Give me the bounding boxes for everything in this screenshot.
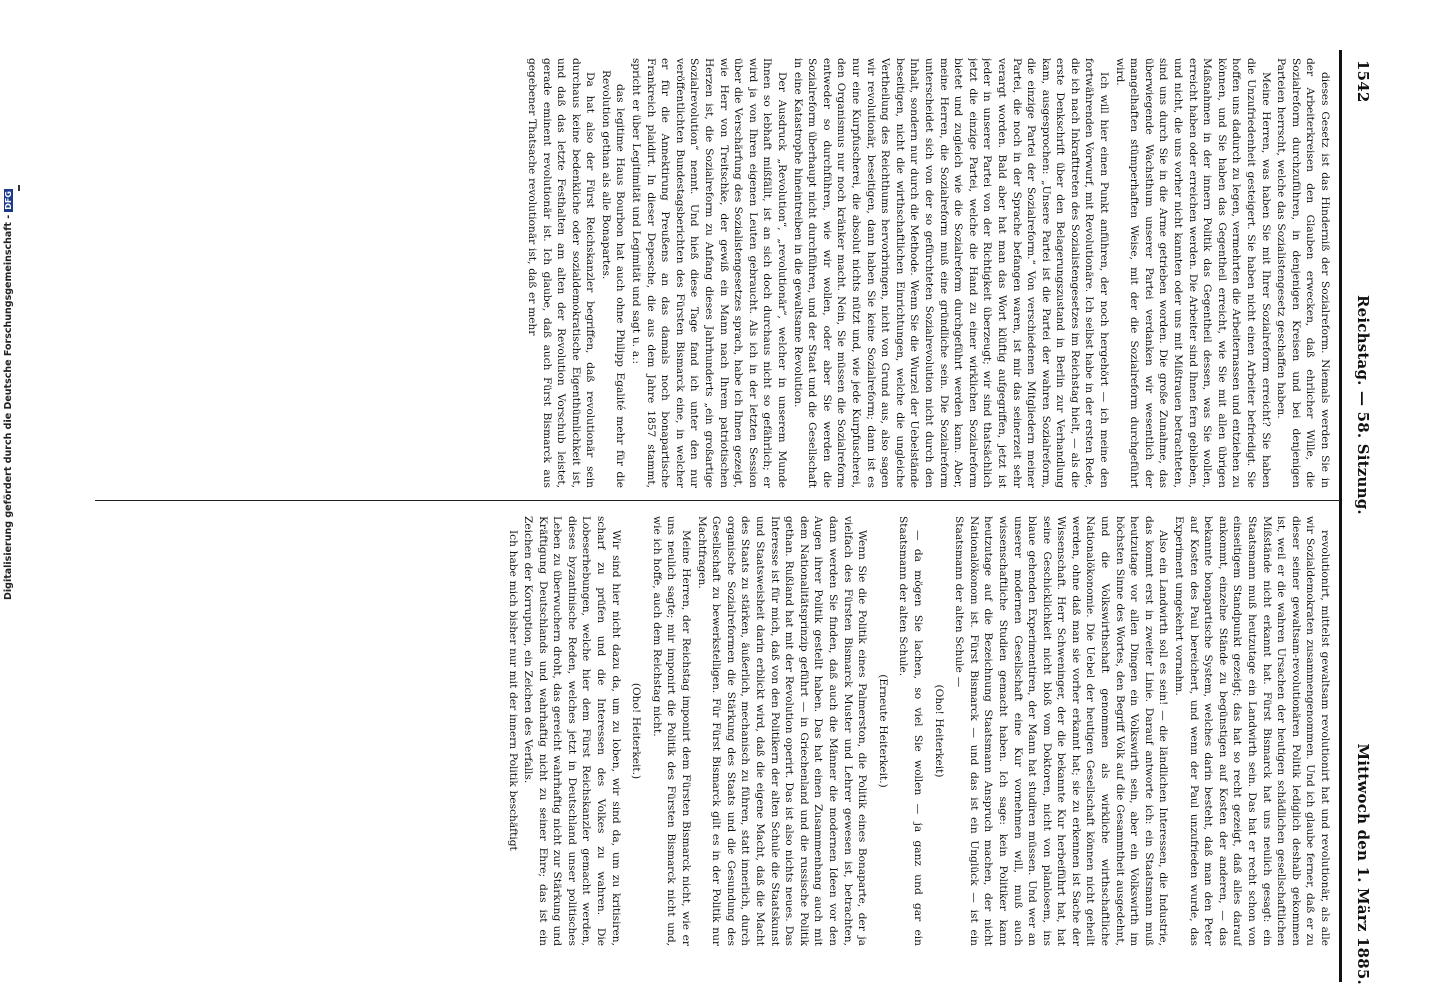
paragraph: Meine Herren, was haben Sie mit Ihrer Sozialreform erreicht? Sie haben die Unzufriedenheit gesteigert. Sie haben nicht einen Arbeiter befriedigt. Sie hoffen uns dadurch zu legen, vermehrten die Arbeiternassen und entziehen zu können, und Sie haben das Gegentheil erreicht, wie Sie mit allen übrigen Maßnahmen in der innern Politik das Gegentheil dessen, was Sie wollen, erreicht haben oder erreichen werden. Die Arbeiter sind Ihnen fern geblieben, und nicht, die uns vorher nicht kannten oder uns mit Mißtrauen betrachteten, sind uns durch Sie in die Arme getrieben worden. Die große Zunahme, das überwiegende Wachsthum unserer Partei verdanken wir wesentlich der mangelhaften stümperhaften Weise, mit der die Sozialreform durchgeführt wird. bbox=[1113, 58, 1272, 488]
paragraph: revolutionirt, mittelst gewaltsam revolutionirt hat und revolutionär, als alle wir Sozialdemokraten zusammengenommen. Und ich glaube ferner, daß er zu dieser seiner gewaltsam-revolutionären Politik lediglich deshalb gekommen ist, weil er die wahren Ursachen der heutigen schädlichen gesellschaftlichen Mißstände nicht erkannt hat. Fürst Bismarck hat uns neulich gesagt: ein Staatsmann muß heutzutage ein Landwirth sein. Das hat er recht schon von einseitigem Standpunkt gezeigt; das hat so recht gezeigt, daß alles darauf ankommt, einzelne Stände zu begünstigen auf Kosten der anderen, — das bekannte bonapartische System, welches darin besteht, daß man den Peter auf Kosten des Paul bereichert, und wenn der Paul unzufrieden wurde, das Experiment umgekehrt vornahm. bbox=[1173, 516, 1331, 946]
paragraph: Wir sind hier nicht dazu da, um zu loben, wir sind da, um zu kritisiren, scharf zu prüfen und die Interessen des Volkes zu wahren. Die Lobeserhebungen, welche hier dem Fürst Reichskanzler gemacht werden, dieses byzantinische Reden, welches jetzt in Deutschland unser politisches Leben zu überwuchern droht, das gereicht wahrhaftig nicht zur Stärkung und Kräftigung Deutschlands und wahrhaftig nicht zu seiner Ehre; das ist ein Zeichen der Korruption, ein Zeichen des Verfalls. bbox=[522, 516, 622, 946]
paragraph: Da hat also der Fürst Reichskanzler begriffen, daß revolutionär sein durchaus keine bedenkliche oder sozialdemokratische Eigenthümlichkeit ist, und daß das letzte Festhalten am alten der Revolution Vorschub leistet, gerade eminent revolutionär ist. Ich glaube, daß auch Fürst Bismarck aus gegebener Thatsache revolutionär ist, daß er mehr bbox=[525, 58, 597, 488]
running-header bbox=[1350, 60, 1372, 985]
quotation: das legitime Haus Bourbon hat auch ohne Philipp Egalité mehr für die Revolution gethan als alle Bonapartes. bbox=[599, 70, 627, 488]
paragraph: Also ein Landwirth soll es sein! — die ländlichen Interessen, die Industrie, das kommt erst in zweiter Linie. Darauf antworte ich: ein Staatsmann muß heutzutage vor allen Dingen ein Volkswirth sein, aber ein Volkswirth im höchsten Sinne des Wortes, den Begriff Volk auf die Gesammtheit ausgedehnt, und die Volkswirthschaft genommen als wirkliche wirthschaftliche Nationalökonomie. Die Uebel der heutigen Gesellschaft können nicht geheilt werden, ohne daß man sie vorher erkannt hat; sie zu erkennen ist Sache der Wissenschaft. Herr Schweninger, der die bekannte Kur herbeiführt hat, hat seine Geschicklichkeit nicht bloß vom Doktoren, nicht von planlosem, ins blaue gehenden Experimentiren, der Mann hat studiren müssen. Und wer an unserer modernen Gesellschaft eine Kur vornehmen will, muß auch wissenschaftliche Studien gemacht haben. Ich sage: kein Politiker kann heutzutage auf die Bezeichnung Staatsmann Anspruch machen, der nicht Nationalökonom ist. Fürst Bismarck — und das ist ein Unglück — ist ein Staatsmann der alten Schule — bbox=[953, 516, 1170, 946]
dfg-logo: DFG bbox=[4, 191, 13, 210]
paragraph: — da mögen Sie lachen, so viel Sie wollen — ja ganz und gar ein Staatsmann der alten Schule. bbox=[897, 516, 924, 946]
paragraph: Wenn Sie die Politik eines Palmerston, die Politik eines Bonaparte, der ja vielfach des Fürsten Bismarck Muster und Lehrer gewesen ist, betrachten, dann werden Sie finden, daß auch die Männer die modernen Ideen vor den Augen ihrer Politik gestellt haben. Das hat einen Zusammenhang auch mit dem Nationalitätsprinzip geführt — in Griechenland und die russische Politik gethan. Rußland hat mit der Revolution operirt. Das ist also nichts neues. Das Interesse ist für mich, daß von den Politikern der alten Schule die Staatskunst und Staatsweisheit darin erblickt wird, daß die eigene Macht, daß die Macht des Staats zu stärken, äußerlich, mechanisch zu führen, statt innerlich, durch organische Sozialreformen die Stärkung des Staats und die Gesundung des Gesellschaft zu bewerkstelligen. Für Fürst Bismarck gilt es in der Politik nur Machtfragen. bbox=[695, 516, 869, 946]
paragraph: Der Ausdruck „Revolution“, „revolutionär“, welcher in unserem Munde Ihnen so lebhaft mißfällt, ist an sich doch durchaus nicht so gefährlich; er wird ja von Ihren eigenen Leuten gebraucht. Als ich in der letzten Session über die Verschärfung des Sozialistengesetzes sprach, habe ich Ihnen gezeigt, wie Herr von Treitschke, der gewiß ein Mann nach Ihrem patriotischen Herzen ist, die Sozialreform zu Anfang dieses Jahrhunderts „ein großartige Sozialrevolution“ nennt. Und hieß diese Tage fand ich unter den nur veröffentlichten Bundestagsberichten des Fürsten Bismarck eine, in welcher er für die Annektirung Preußens an das damals noch bonapartische Frankreich plaidirt. In dieser Depesche, die aus dem Jahre 1857 stammt, spricht er über Legitimität und Legimität und sagt u. a.: bbox=[630, 58, 789, 488]
page-number: 1542 bbox=[1354, 60, 1372, 103]
page-title: Reichstag. — 58. Sitzung. bbox=[1354, 295, 1372, 515]
column-divider bbox=[95, 500, 1340, 501]
footer-text: Digitalisierung gefördert durch die Deutsche Forschungsgemeinschaft - bbox=[3, 214, 14, 600]
paragraph: Ich habe mich bisher nur mit der innern Politik beschäftigt bbox=[506, 530, 519, 851]
column-right bbox=[380, 516, 1332, 946]
header-rule bbox=[1339, 50, 1342, 982]
column-left bbox=[380, 58, 1332, 488]
scan-tick-mark bbox=[18, 185, 20, 191]
paragraph: Meine Herren, der Reichstag imponirt dem Fürsten Bismarck nicht, wie er uns neulich sagte; mir imponirt die Politik des Fürsten Bismarck nicht und, wie ich hoffe, auch dem Reichstag nicht. bbox=[650, 516, 693, 946]
rotated-page bbox=[380, 50, 1380, 990]
interjection: (Oho! Heiterkeit.) bbox=[630, 682, 643, 780]
paragraph: Ich will hier einen Punkt anführen, der noch hergehört — ich meine den fortwährenden Vorwurf, mit Revolutionäre. Ich selbst habe in der ersten Rede, die ich nach Inkrafttreten des Sozialistengesetzes im Reichstag hielt, — als die erste Denkschrift über den Belagerungszustand in Berlin zur Verhandlung kam, ausgesprochen: „Unsere Partei ist die Partei der wahren Sozialreform, die einzige Partei der Sozialreform.“ Von verschiedenen Mitgliedern meiner Partei, die noch in der Sprache befangen waren, ist mir das seinerzeit sehr verargt worden. Bald aber hat man das Wort klüftig aufgegriffen, jetzt ist jeder in unserer Partei von der Richtigkeit überzeugt; wir sind thatsächlich jetzt die einzige Partei, welche die Hand zu einer wirklichen Sozialreform bietet und zugleich wie die Sozialreform durchgeführt werden kann. Aber, meine Herren, die Sozialreform muß eine gründliche sein. Die Sozialreform unterscheidet sich von der so gefürchteten Sozialrevolution nicht durch den Inhalt, sondern nur durch die Methode. Wenn Sie die Wurzel der Uebelstände beseitigen, nicht die wirthschaftlichen Einrichtungen, welche die ungleiche Vertheilung des Reichthums hervorbringen, nicht von Grund aus, also sagen wir revolutionär, beseitigen, dann haben Sie keine Sozialreform; dann ist es nur eine Kurpfuscherei, die absolut nichts nützt und, wie jede Kurpfuscherei, den Organismus nur noch kränker macht. Nein, Sie müssen die Sozialreform entweder so durchführen, wie wir wollen, oder aber Sie werden die Sozialreform überhaupt nicht durchführen, und der Staat und die Gesellschaft in eine Katastrophe hineintreiben in die gewaltsame Revolution. bbox=[791, 58, 1111, 488]
interjection: (Oho! Heiterkeit) bbox=[932, 684, 945, 778]
interjection: (Erneute Heiterkeit.) bbox=[876, 674, 889, 788]
session-date: Mittwoch den 1. März 1885. bbox=[1354, 743, 1372, 985]
digitization-footer bbox=[3, 189, 14, 600]
paragraph: dieses Gesetz ist das Hinderniß der Sozialreform. Niemals werden Sie in der Arbeiterkreisen den Glauben erwecken, daß ehrlicher Wille, die Sozialreform durchzuführen, in denjenigen Kreisen und bei denjenigen Parteien herrscht, welche das Sozialistengesetz geschaffen haben. bbox=[1275, 58, 1331, 488]
